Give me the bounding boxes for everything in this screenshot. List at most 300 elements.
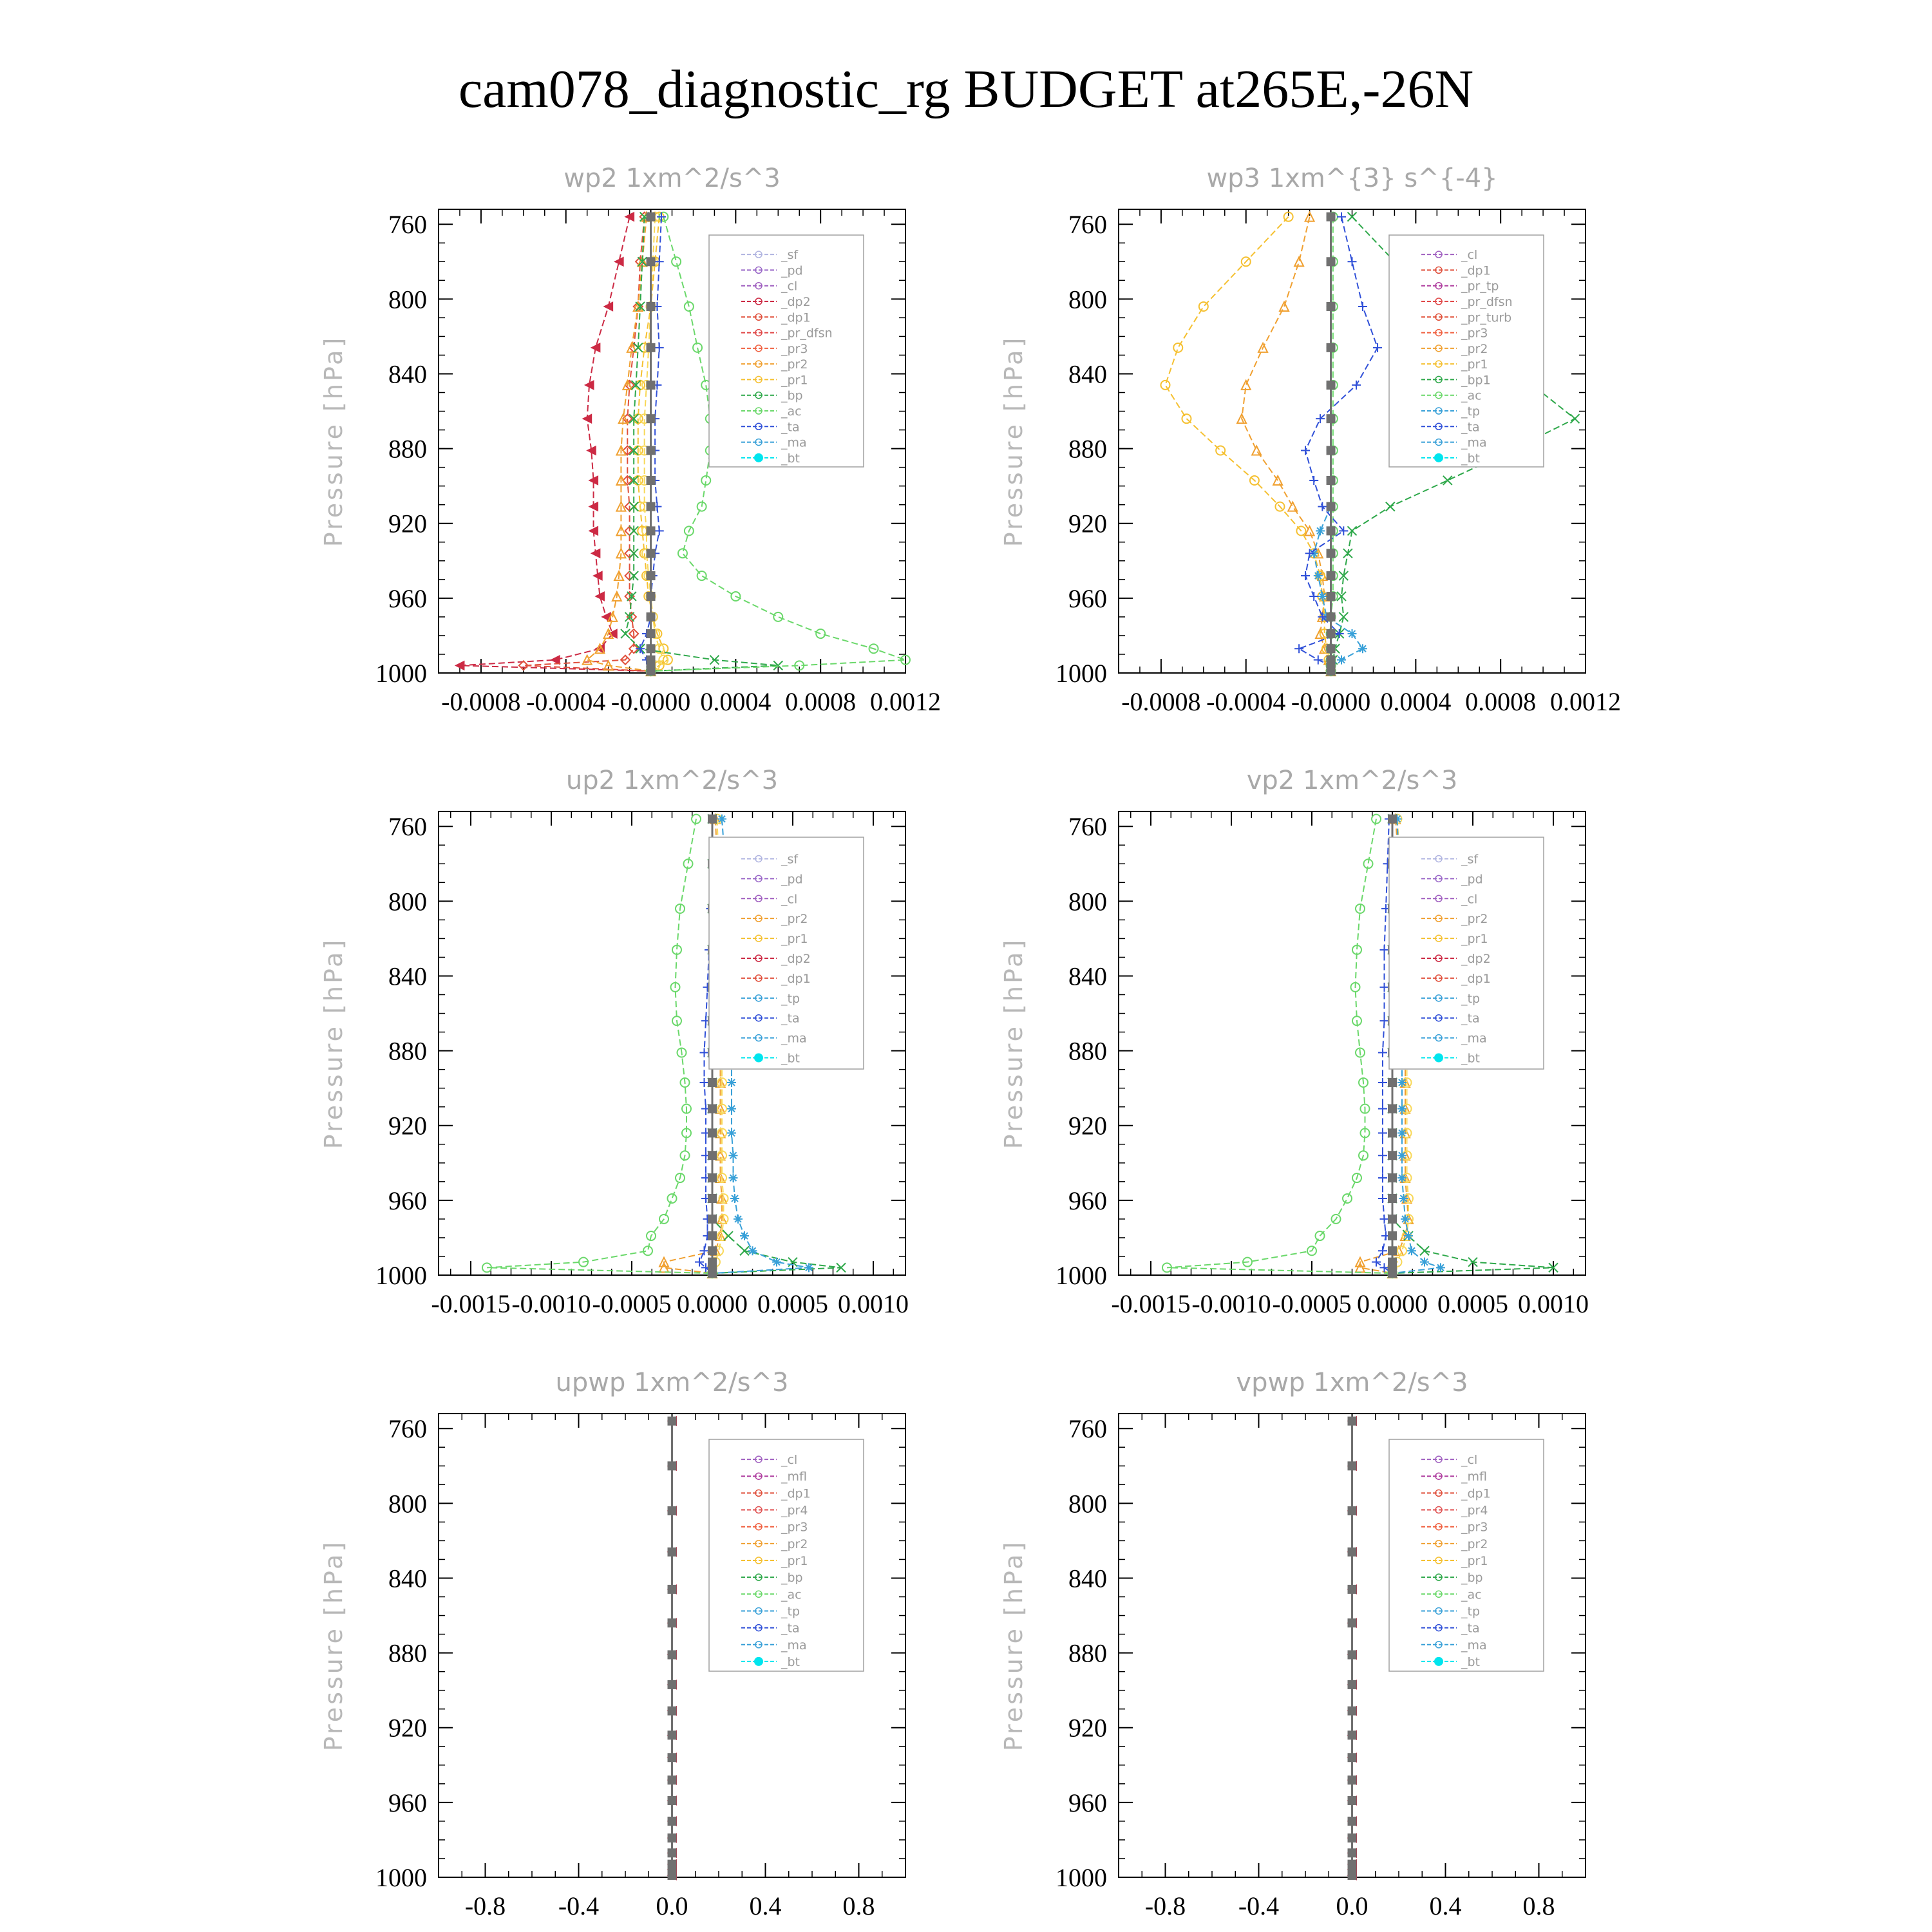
- series-line: [638, 217, 668, 671]
- data-point: [1348, 1753, 1357, 1762]
- legend-label: _pr1: [1461, 357, 1488, 372]
- x-tick-label: -0.4: [1238, 1891, 1280, 1920]
- legend-label: _bt: [1461, 1051, 1481, 1066]
- data-point: [1388, 1151, 1397, 1160]
- data-point: [668, 1776, 677, 1785]
- data-point: [708, 1215, 717, 1224]
- legend-label: _ac: [1461, 388, 1482, 403]
- data-point: [1372, 1258, 1381, 1267]
- x-tick-label: 0.0010: [1518, 1289, 1589, 1318]
- legend-label: _tp: [1461, 1604, 1481, 1619]
- panel-title: up2 1xm^2/s^3: [565, 766, 779, 795]
- data-point: [1173, 343, 1182, 352]
- data-point: [1348, 1848, 1357, 1857]
- data-point: [647, 629, 656, 638]
- data-point: [647, 612, 656, 621]
- data-point: [772, 1258, 781, 1267]
- data-point: [1348, 1680, 1357, 1689]
- legend-label: _cl: [781, 279, 798, 294]
- x-tick-label: -0.4: [558, 1891, 600, 1920]
- series-bt: [1348, 1417, 1357, 1880]
- panel-title: upwp 1xm^2/s^3: [555, 1368, 789, 1397]
- data-point: [1380, 1016, 1389, 1025]
- data-point: [740, 1246, 749, 1255]
- legend-label: _ma: [1461, 1638, 1487, 1653]
- x-tick-label: 0.0000: [677, 1289, 748, 1318]
- data-point: [1314, 571, 1323, 580]
- chart-panel-4: [999, 766, 1589, 1318]
- data-point: [1309, 592, 1318, 601]
- data-point: [729, 1173, 738, 1182]
- legend-label: _tp: [1461, 404, 1481, 419]
- legend-label: _cl: [1461, 248, 1478, 263]
- legend-label: _ma: [781, 435, 807, 450]
- data-point: [1327, 667, 1336, 676]
- legend-marker: [1434, 1657, 1443, 1666]
- data-point: [647, 549, 656, 558]
- legend-label: _ma: [1461, 1031, 1487, 1046]
- y-tick-label: 920: [1068, 1713, 1107, 1743]
- legend-marker: [754, 1657, 763, 1666]
- series-dp1: [482, 815, 717, 1278]
- x-tick-label: 0.0008: [785, 687, 857, 716]
- y-tick-label: 840: [1068, 359, 1107, 389]
- legend-label: _bt: [781, 1051, 800, 1066]
- data-point: [1378, 1194, 1387, 1203]
- data-point: [1388, 1173, 1397, 1182]
- data-point: [1327, 571, 1336, 580]
- data-point: [1316, 526, 1325, 535]
- legend-label: _pr_turb: [1461, 310, 1512, 325]
- legend-label: _ac: [781, 1587, 802, 1602]
- x-tick-label: -0.0004: [1206, 687, 1286, 716]
- data-point: [1388, 1078, 1397, 1087]
- y-tick-label: 760: [1068, 1414, 1107, 1444]
- legend-label: _tp: [781, 1604, 800, 1619]
- x-tick-label: 0.0000: [1357, 1289, 1428, 1318]
- legend-label: _pr1: [781, 373, 808, 388]
- series-line: [1166, 217, 1331, 671]
- legend-label: _sf: [1461, 852, 1479, 867]
- series-dp1: [519, 213, 656, 676]
- chart-panel-6: [999, 1368, 1586, 1920]
- data-point: [1436, 1263, 1445, 1272]
- data-point: [729, 1151, 738, 1160]
- data-point: [655, 526, 664, 535]
- y-tick-label: 760: [1068, 210, 1107, 240]
- data-point: [1327, 526, 1336, 535]
- data-point: [1327, 476, 1336, 485]
- data-point: [734, 1215, 743, 1224]
- legend-label: _sf: [781, 248, 799, 263]
- data-point: [1397, 1151, 1406, 1160]
- data-point: [647, 667, 656, 676]
- data-point: [1348, 1796, 1357, 1805]
- data-point: [1378, 1128, 1387, 1137]
- data-point: [1318, 502, 1327, 511]
- data-point: [1388, 1269, 1397, 1278]
- y-tick-label: 1000: [375, 1863, 427, 1892]
- data-point: [1348, 1417, 1357, 1426]
- legend-label: _sf: [781, 852, 799, 867]
- x-tick-label: 0.4: [1429, 1891, 1462, 1920]
- data-point: [727, 1128, 736, 1137]
- data-point: [604, 302, 613, 311]
- x-tick-label: 0.0: [1336, 1891, 1368, 1920]
- data-point: [647, 502, 656, 511]
- legend-label: _pr2: [781, 912, 808, 927]
- data-point: [1305, 526, 1314, 535]
- data-point: [1388, 815, 1397, 824]
- y-tick-label: 800: [1068, 285, 1107, 314]
- data-point: [1327, 381, 1336, 390]
- legend-label: _dp1: [781, 971, 811, 986]
- data-point: [708, 1269, 717, 1278]
- data-point: [1343, 1194, 1352, 1203]
- y-tick-label: 920: [388, 1111, 427, 1141]
- data-point: [668, 1753, 677, 1762]
- legend-label: _ac: [1461, 1587, 1482, 1602]
- legend-label: _cl: [1461, 892, 1478, 907]
- y-tick-label: 760: [1068, 812, 1107, 842]
- y-tick-label: 880: [1068, 1036, 1107, 1066]
- legend-label: _pr1: [1461, 932, 1488, 947]
- panel-title: wp2 1xm^2/s^3: [564, 164, 781, 193]
- data-point: [1327, 549, 1336, 558]
- x-tick-label: -0.8: [1144, 1891, 1186, 1920]
- legend-label: _dp1: [781, 1486, 811, 1501]
- data-point: [1401, 1215, 1410, 1224]
- x-tick-label: -0.0015: [1111, 1289, 1191, 1318]
- series-pr1: [1161, 213, 1336, 676]
- data-point: [1327, 414, 1336, 423]
- data-point: [1378, 1048, 1387, 1057]
- legend-label: _bt: [781, 1654, 800, 1669]
- legend-label: _tp: [1461, 991, 1481, 1006]
- data-point: [1378, 1151, 1387, 1160]
- data-point: [668, 1730, 677, 1739]
- chart-panel-3: [319, 766, 909, 1318]
- y-tick-label: 760: [388, 1414, 427, 1444]
- data-point: [647, 526, 656, 535]
- legend-marker: [754, 453, 763, 462]
- data-point: [1380, 945, 1389, 954]
- y-tick-label: 840: [1068, 1564, 1107, 1593]
- x-tick-label: -0.0005: [592, 1289, 672, 1318]
- data-point: [1443, 476, 1452, 485]
- x-tick-label: 0.0012: [870, 687, 941, 716]
- data-point: [1388, 1215, 1397, 1224]
- data-point: [740, 1231, 749, 1240]
- data-point: [1348, 1548, 1357, 1557]
- series-bt: [1327, 213, 1336, 676]
- legend-label: _ma: [781, 1031, 807, 1046]
- legend-label: _bp1: [1461, 373, 1491, 388]
- legend-label: _dp1: [781, 310, 811, 325]
- legend-label: _bp: [781, 388, 803, 403]
- data-point: [1161, 381, 1170, 390]
- legend-label: _bt: [1461, 1654, 1481, 1669]
- data-point: [1571, 414, 1580, 423]
- data-point: [1327, 446, 1336, 455]
- series-pr2: [1237, 213, 1335, 676]
- legend-label: _dp1: [1461, 971, 1491, 986]
- data-point: [647, 381, 656, 390]
- x-tick-label: 0.4: [749, 1891, 782, 1920]
- legend-label: _bt: [1461, 451, 1481, 466]
- data-point: [1337, 213, 1346, 222]
- series-line: [524, 217, 651, 671]
- series-line: [487, 819, 712, 1273]
- y-tick-label: 800: [388, 1489, 427, 1519]
- legend-label: _dp1: [1461, 263, 1491, 278]
- data-point: [1348, 1871, 1357, 1880]
- legend-label: _dp2: [781, 952, 811, 966]
- data-point: [700, 1048, 709, 1057]
- legend-label: _pr2: [781, 357, 808, 372]
- data-point: [672, 257, 681, 266]
- data-point: [1327, 612, 1336, 621]
- legend-label: _cl: [781, 892, 798, 907]
- data-point: [708, 1078, 717, 1087]
- data-point: [647, 571, 656, 580]
- series-bt: [668, 1417, 677, 1880]
- legend-label: _ma: [1461, 435, 1487, 450]
- data-point: [1388, 1104, 1397, 1113]
- y-tick-label: 1000: [1056, 1261, 1107, 1290]
- x-tick-label: -0.0015: [431, 1289, 511, 1318]
- data-point: [727, 1078, 736, 1087]
- y-tick-label: 920: [388, 509, 427, 538]
- x-tick-label: -0.0000: [1291, 687, 1371, 716]
- x-tick-label: 0.0004: [1380, 687, 1452, 716]
- series-pr1: [640, 213, 668, 676]
- data-point: [678, 549, 687, 558]
- data-point: [1380, 1263, 1389, 1272]
- y-tick-label: 880: [388, 434, 427, 464]
- data-point: [1352, 381, 1361, 390]
- legend-label: _dp1: [1461, 1486, 1491, 1501]
- y-tick-label: 840: [1068, 961, 1107, 991]
- data-point: [1288, 502, 1297, 511]
- data-point: [1373, 343, 1382, 352]
- data-point: [1404, 1231, 1413, 1240]
- legend-label: _pr3: [781, 341, 808, 356]
- series-line: [645, 217, 664, 671]
- data-point: [708, 1128, 717, 1137]
- data-point: [668, 1548, 677, 1557]
- legend-label: _pd: [781, 872, 803, 887]
- data-point: [1294, 257, 1303, 266]
- data-point: [647, 257, 656, 266]
- y-tick-label: 960: [388, 1186, 427, 1215]
- data-point: [668, 1618, 677, 1627]
- data-point: [1397, 1104, 1406, 1113]
- y-tick-label: 760: [388, 210, 427, 240]
- data-point: [717, 815, 726, 824]
- data-point: [668, 1651, 677, 1660]
- x-tick-label: -0.0004: [526, 687, 606, 716]
- data-point: [708, 1231, 717, 1240]
- data-point: [668, 1871, 677, 1880]
- y-tick-label: 960: [1068, 1788, 1107, 1817]
- y-tick-label: 1000: [375, 1261, 427, 1290]
- y-axis-label: Pressure [hPa]: [999, 937, 1028, 1150]
- legend-label: _bp: [781, 1571, 803, 1586]
- legend-label: _dp2: [781, 295, 811, 309]
- data-point: [1378, 1104, 1387, 1113]
- data-point: [1348, 1707, 1357, 1716]
- y-tick-label: 920: [1068, 509, 1107, 538]
- data-point: [1388, 1231, 1397, 1240]
- legend-label: _pr_tp: [1461, 279, 1499, 294]
- y-tick-label: 800: [388, 887, 427, 916]
- data-point: [1378, 1173, 1387, 1182]
- legend-marker: [1434, 1054, 1443, 1063]
- legend-label: _ta: [781, 1011, 800, 1026]
- series-line: [1242, 217, 1331, 671]
- y-tick-label: 960: [388, 1788, 427, 1817]
- legend-label: _bp: [1461, 1571, 1483, 1586]
- data-point: [1388, 1128, 1397, 1137]
- legend-label: _pr3: [1461, 326, 1488, 341]
- data-point: [773, 612, 782, 621]
- y-axis-label: Pressure [hPa]: [319, 937, 348, 1150]
- data-point: [1348, 1651, 1357, 1660]
- y-tick-label: 840: [388, 1564, 427, 1593]
- y-tick-label: 920: [388, 1713, 427, 1743]
- x-tick-label: 0.0012: [1550, 687, 1621, 716]
- data-point: [614, 257, 623, 266]
- data-point: [647, 213, 656, 222]
- legend-label: _cl: [1461, 1453, 1478, 1468]
- data-point: [668, 1461, 677, 1470]
- data-point: [1348, 1776, 1357, 1785]
- y-tick-label: 880: [388, 1036, 427, 1066]
- data-point: [668, 1585, 677, 1594]
- data-point: [668, 1707, 677, 1716]
- legend-label: _tp: [781, 991, 800, 1006]
- y-tick-label: 1000: [375, 659, 427, 688]
- y-tick-label: 800: [1068, 1489, 1107, 1519]
- y-tick-label: 1000: [1056, 1863, 1107, 1892]
- series-dp2: [455, 213, 656, 676]
- x-tick-label: 0.0: [656, 1891, 688, 1920]
- y-tick-label: 880: [388, 1638, 427, 1668]
- data-point: [1327, 302, 1336, 311]
- data-point: [1397, 1173, 1406, 1182]
- data-point: [1358, 644, 1367, 653]
- series-ac: [1327, 213, 1338, 676]
- data-point: [1327, 343, 1336, 352]
- data-point: [1348, 629, 1357, 638]
- data-point: [668, 1833, 677, 1842]
- legend-label: _pr4: [781, 1503, 808, 1518]
- data-point: [727, 1104, 736, 1113]
- legend-label: _ac: [781, 404, 802, 419]
- legend-label: _ta: [781, 1621, 800, 1636]
- data-point: [748, 1246, 757, 1255]
- legend-label: _pr1: [781, 932, 808, 947]
- data-point: [708, 1151, 717, 1160]
- legend-label: _pr2: [1461, 1537, 1488, 1551]
- data-point: [1301, 571, 1310, 580]
- x-tick-label: -0.0005: [1272, 1289, 1352, 1318]
- y-axis-label: Pressure [hPa]: [319, 335, 348, 547]
- legend-label: _pr2: [1461, 912, 1488, 927]
- data-point: [1348, 1833, 1357, 1842]
- data-point: [700, 1078, 709, 1087]
- legend-label: _pr_dfsn: [1461, 295, 1513, 309]
- data-point: [1314, 656, 1323, 665]
- data-point: [1399, 1194, 1408, 1203]
- x-tick-label: 0.0005: [1437, 1289, 1508, 1318]
- data-point: [1388, 1246, 1397, 1255]
- legend-label: _pr_dfsn: [781, 326, 833, 341]
- x-tick-label: -0.0010: [511, 1289, 591, 1318]
- data-point: [1420, 1258, 1429, 1267]
- data-point: [647, 302, 656, 311]
- y-tick-label: 920: [1068, 1111, 1107, 1141]
- data-point: [1407, 1246, 1416, 1255]
- data-point: [668, 1680, 677, 1689]
- data-point: [1380, 1215, 1389, 1224]
- y-axis-label: Pressure [hPa]: [319, 1539, 348, 1752]
- data-point: [647, 414, 656, 423]
- x-tick-label: -0.8: [464, 1891, 506, 1920]
- y-tick-label: 960: [1068, 1186, 1107, 1215]
- legend-label: _pr2: [781, 1537, 808, 1551]
- data-point: [668, 1506, 677, 1515]
- y-tick-label: 960: [388, 583, 427, 613]
- data-point: [1397, 1078, 1406, 1087]
- data-point: [1294, 644, 1303, 653]
- data-point: [1397, 1128, 1406, 1137]
- data-point: [708, 1246, 717, 1255]
- x-tick-label: 0.0005: [757, 1289, 828, 1318]
- data-point: [1327, 213, 1336, 222]
- x-tick-label: 0.0010: [838, 1289, 909, 1318]
- data-point: [1337, 656, 1346, 665]
- x-tick-label: 0.8: [1522, 1891, 1555, 1920]
- panel-title: vpwp 1xm^2/s^3: [1236, 1368, 1468, 1397]
- data-point: [1301, 446, 1310, 455]
- data-point: [1216, 446, 1225, 455]
- legend-label: _ta: [1461, 1621, 1480, 1636]
- data-point: [1388, 1194, 1397, 1203]
- y-axis-label: Pressure [hPa]: [999, 335, 1028, 547]
- y-tick-label: 840: [388, 359, 427, 389]
- data-point: [697, 571, 706, 580]
- series-ta: [1294, 213, 1382, 676]
- data-point: [816, 629, 825, 638]
- data-point: [708, 1104, 717, 1113]
- y-tick-label: 760: [388, 812, 427, 842]
- legend-label: _pr3: [781, 1520, 808, 1535]
- legend-label: _mfl: [1461, 1470, 1487, 1484]
- data-point: [1327, 257, 1336, 266]
- x-tick-label: -0.0010: [1191, 1289, 1271, 1318]
- data-point: [668, 1848, 677, 1857]
- x-tick-label: -0.0008: [441, 687, 521, 716]
- y-tick-label: 1000: [1056, 659, 1107, 688]
- data-point: [1327, 644, 1336, 653]
- data-point: [668, 1417, 677, 1426]
- x-tick-label: 0.0004: [700, 687, 772, 716]
- data-point: [708, 815, 717, 824]
- page-title: cam078_diagnostic_rg BUDGET at265E,-26N: [458, 59, 1474, 119]
- data-point: [668, 1796, 677, 1805]
